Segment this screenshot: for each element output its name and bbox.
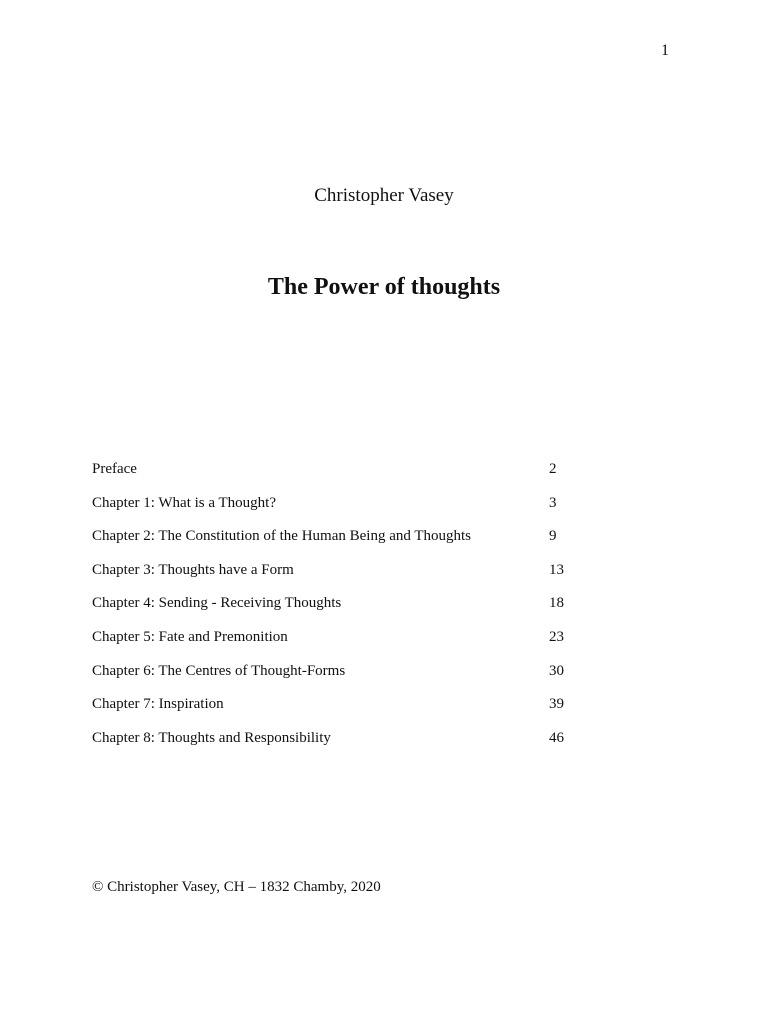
toc-entry-label: Chapter 7: Inspiration bbox=[92, 696, 224, 713]
toc-entry-chapter-7 bbox=[92, 693, 612, 727]
toc-entry-chapter-3 bbox=[92, 559, 612, 593]
toc-entry-page: 3 bbox=[549, 494, 557, 511]
toc-entry-page: 9 bbox=[549, 528, 557, 545]
toc-entry-label: Chapter 1: What is a Thought? bbox=[92, 494, 276, 511]
toc-entry-label: Chapter 3: Thoughts have a Form bbox=[92, 561, 294, 578]
toc-entry-label: Chapter 2: The Constitution of the Human Being and Thoughts bbox=[92, 528, 471, 545]
toc-entry-page: 2 bbox=[549, 461, 557, 477]
author-name: Christopher Vasey bbox=[314, 185, 454, 206]
toc-entry-page: 30 bbox=[549, 662, 564, 679]
toc-entry-page: 23 bbox=[549, 628, 564, 645]
toc-entry-page: 39 bbox=[549, 696, 564, 713]
toc-entry-chapter-8 bbox=[92, 727, 612, 761]
toc-entry-page: 13 bbox=[549, 561, 564, 578]
toc-entry-chapter-1 bbox=[92, 492, 612, 526]
toc-entry-chapter-2 bbox=[92, 525, 612, 559]
copyright-notice: © Christopher Vasey, CH – 1832 Chamby, 2020 bbox=[92, 879, 381, 895]
toc-entry-label: Chapter 8: Thoughts and Responsibility bbox=[92, 729, 331, 746]
toc-entry-label: Chapter 4: Sending - Receiving Thoughts bbox=[92, 595, 342, 612]
page-number: 1 bbox=[661, 42, 669, 59]
toc-entry-preface bbox=[92, 458, 612, 492]
book-title: The Power of thoughts bbox=[267, 274, 501, 300]
toc-entry-page: 46 bbox=[549, 729, 564, 746]
toc-entry-label: Chapter 5: Fate and Premonition bbox=[92, 628, 288, 645]
toc-entry-chapter-5 bbox=[92, 626, 612, 660]
toc-entry-label: Chapter 6: The Centres of Thought-Forms bbox=[92, 662, 346, 679]
toc-entry-chapter-4 bbox=[92, 592, 612, 626]
table-of-contents bbox=[92, 458, 612, 760]
toc-entry-label: Preface bbox=[92, 461, 137, 477]
toc-entry-page: 18 bbox=[549, 595, 564, 612]
toc-entry-chapter-6 bbox=[92, 660, 612, 694]
